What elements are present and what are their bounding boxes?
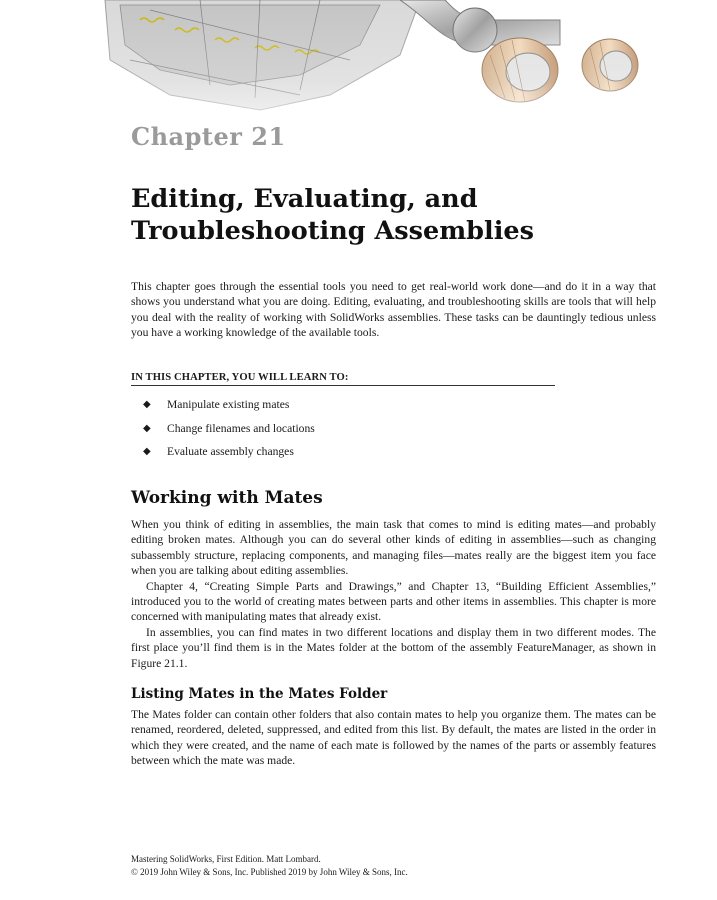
section-body-listing-mates: [131, 707, 656, 769]
list-item-label: Change filenames and locations: [167, 421, 315, 435]
learn-list: [143, 397, 315, 468]
diamond-bullet-icon: ◆: [143, 446, 151, 457]
section-heading-working-with-mates: Working with Mates: [131, 488, 323, 508]
list-item: [143, 421, 315, 445]
diamond-bullet-icon: ◆: [143, 422, 151, 434]
section-heading-listing-mates: Listing Mates in the Mates Folder: [131, 686, 388, 702]
intro-paragraph: This chapter goes through the essential tools you need to get real-world work done—and do it in a way that shows you understand what you are doing. Editing, evaluating, and troubleshooting skills are tools that will help you deal with the reality of working with SolidWorks assemblies. These tasks can be dauntingly tedious unless you have a working knowledge of the available tools.: [131, 280, 656, 340]
list-item-label: Manipulate existing mates: [167, 398, 290, 411]
body-paragraph: In assemblies, you can find mates in two different locations and display them in two different modes. The first place you’ll find them is in the Mates folder at the bottom of the assembly FeatureManager, as shown in Figure 21.1.: [131, 625, 656, 670]
chapter-number: Chapter 21: [131, 122, 286, 151]
chapter-title-line-2: Troubleshooting Assemblies: [131, 216, 534, 246]
section-body-working-with-mates: [131, 517, 656, 671]
body-paragraph: When you think of editing in assemblies, the main task that comes to mind is editing mates—and probably editing broken mates. Although you can do several other kinds of editing in assemblies—such as changing subassembly structure, replacing components, and managing files—mates really are the biggest item you face when you are talking about editing assemblies.: [131, 518, 656, 578]
list-item-label: Evaluate assembly changes: [167, 445, 294, 458]
diamond-bullet-icon: ◆: [143, 399, 151, 410]
body-paragraph: Chapter 4, “Creating Simple Parts and Drawings,” and Chapter 13, “Building Efficient Assemblies,” introduced you to the world of creating mates between parts and other items in assemblies. This chapter is more concerned with manipulating mates that already exist.: [131, 579, 656, 624]
chapter-title-line-1: Editing, Evaluating, and: [131, 184, 478, 214]
engine-illustration: [0, 0, 717, 150]
learn-heading: IN THIS CHAPTER, YOU WILL LEARN TO:: [131, 372, 555, 386]
chapter-title: [131, 183, 691, 247]
list-item: [143, 397, 315, 421]
body-paragraph: The Mates folder can contain other folders that also contain mates to help you organize them. The mates can be renamed, reordered, deleted, suppressed, and edited from this list. By default, the mates are listed in the order in which they were created, and the name of each mate is followed by the names of the parts or assembly features between which the mate was made.: [131, 708, 656, 768]
page-footer: [131, 853, 408, 879]
footer-line-2: © 2019 John Wiley & Sons, Inc. Published 2019 by John Wiley & Sons, Inc.: [131, 867, 408, 877]
footer-line-1: Mastering SolidWorks, First Edition. Matt Lombard.: [131, 854, 321, 864]
list-item: [143, 444, 315, 468]
